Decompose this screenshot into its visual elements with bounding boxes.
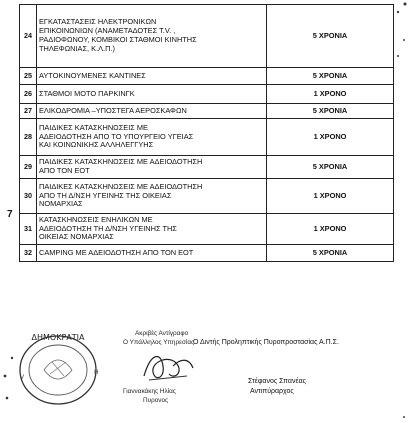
license-periods-table: [19, 4, 394, 262]
copy-stamp-name: Γιαννακάκης Ηλίας: [123, 388, 176, 395]
row-number: 32: [20, 245, 37, 262]
description-line: ΕΠΙΚΟΙΝΩΝΙΩΝ (ΑΝΑΜΕΤΑΔΟΤΕΣ Τ.V. ,: [39, 26, 176, 36]
row-number: 30: [20, 179, 37, 214]
facility-description: [37, 5, 267, 68]
description-line: ΣΤΑΘΜΟΙ ΜΟΤΟ ΠΑΡΚΙΝΓΚ: [39, 88, 135, 98]
validity-period: 5 ΧΡΟΝΙΑ: [267, 68, 394, 85]
description-line: ΠΑΙΔΙΚΕΣ ΚΑΤΑΣΚΗΝΩΣΕΙΣ ΜΕ ΑΔΕΙΟΔΟΤΗΣΗ: [39, 181, 203, 191]
description-line: ΝΟΜΑΡΧΙΑΣ: [39, 199, 83, 209]
facility-description: [37, 245, 267, 262]
description-line: ΕΓΚΑΤΑΣΤΑΣΕΙΣ ΗΛΕΚΤΡΟΝΙΚΩΝ: [39, 17, 157, 27]
description-line: ΡΑΔΙΟΦΩΝΟΥ, ΚΟΜΒΙΚΟΙ ΣΤΑΘΜΟΙ ΚΙΝΗΤΗΣ: [39, 35, 197, 44]
margin-mark: 7: [7, 209, 13, 220]
table-row: [20, 156, 394, 179]
description-line: ΤΗΛΕΦΩΝΙΑΣ, Κ.Λ.Π.): [39, 43, 115, 53]
row-number: 24: [20, 5, 37, 68]
description-line: ΚΑΙ ΚΟΙΝΩΝΙΚΗΣ ΑΛΛΗΛΕΓΓΥΗΣ: [39, 140, 154, 150]
validity-period: 5 ΧΡΟΝΙΑ: [267, 5, 394, 68]
copy-stamp-rank: Πυρονος: [143, 397, 169, 404]
description-line: ΕΛΙΚΟΔΡΟΜΙΑ –ΥΠΟΣΤΕΓΑ ΑΕΡΟΣΚΑΦΩΝ: [39, 105, 187, 115]
description-line: ΑΔΕΙΟΔΟΤΗΣΗ ΑΠΟ ΤΟ ΥΠΟΥΡΓΕΙΟ ΥΓΕΙΑΣ: [39, 131, 194, 141]
validity-period: 1 ΧΡΟΝΟ: [267, 214, 394, 245]
description-line: ΚΑΤΑΣΚΗΝΩΣΕΙΣ ΕΝΗΛΙΚΩΝ ΜΕ: [39, 214, 153, 224]
row-number: 25: [20, 68, 37, 85]
table-row: [20, 68, 394, 85]
facility-description: [37, 104, 267, 119]
handwritten-signature: [139, 346, 199, 386]
row-number: 28: [20, 119, 37, 156]
row-number: 31: [20, 214, 37, 245]
description-line: ΑΠΟ ΤΟΝ ΕΟΤ: [39, 166, 90, 175]
description-line: ΑΠΟ ΤΗ Δ/ΝΣΗ ΥΓΕΙΝΗΣ ΤΗΣ ΟΙΚΕΙΑΣ: [39, 190, 172, 200]
row-number: 27: [20, 104, 37, 119]
svg-text:H: H: [94, 369, 99, 376]
description-line: ΟΙΚΕΙΑΣ ΝΟΜΑΡΧΙΑΣ: [39, 232, 114, 242]
copy-stamp-line2: Ο Υπάλληλος Υπηρεσίας: [123, 339, 195, 346]
validity-period: 5 ΧΡΟΝΙΑ: [267, 156, 394, 179]
facility-description: [37, 214, 267, 245]
facility-description: [37, 156, 267, 179]
signer-name: Στέφανος Σπανέας: [248, 378, 306, 385]
signatory-title: Ο Διντής Προληπτικής Πυροπροστασίας Α.Π.Σ.: [193, 339, 339, 346]
facility-description: [37, 68, 267, 85]
description-line: ΑΔΕΙΟΔΟΤΗΣΗ ΤΗ Δ/ΝΣΗ ΥΓΕΙΝΗΣ ΤΗΣ: [39, 223, 177, 233]
table-row: [20, 214, 394, 245]
description-line: ΠΑΙΔΙΚΕΣ ΚΑΤΑΣΚΗΝΩΣΕΙΣ ΜΕ: [39, 122, 148, 132]
description-line: CAMPING ΜΕ ΑΔΕΙΟΔΟΤΗΣΗ ΑΠΟ ΤΟΝ ΕΟΤ: [39, 247, 194, 257]
official-seal: [14, 330, 106, 408]
description-line: ΑΥΤΟΚΙΝΟΥΜΕΝΕΣ ΚΑΝΤΙΝΕΣ: [39, 70, 146, 80]
table-row: [20, 179, 394, 214]
signer-rank: Αντιπύραρχος: [250, 388, 294, 395]
table-row: [20, 104, 394, 119]
validity-period: 1 ΧΡΟΝΟ: [267, 119, 394, 156]
signature-block: [123, 330, 339, 408]
table-row: [20, 5, 394, 68]
validity-period: 5 ΧΡΟΝΙΑ: [267, 104, 394, 119]
seal-text: ΔΗΜΟΚΡΑΤΙΑ: [31, 333, 85, 342]
row-number: 29: [20, 156, 37, 179]
description-line: ΠΑΙΔΙΚΕΣ ΚΑΤΑΣΚΗΝΩΣΕΙΣ ΜΕ ΑΔΕΙΟΔΟΤΗΣΗ: [39, 157, 203, 167]
facility-description: [37, 85, 267, 104]
copy-stamp-line1: Ακριβές Αντίγραφο: [135, 330, 189, 337]
validity-period: 1 ΧΡΟΝΟ: [267, 85, 394, 104]
table-body: [20, 5, 394, 262]
row-number: 26: [20, 85, 37, 104]
svg-text:V: V: [20, 374, 25, 381]
facility-description: [37, 179, 267, 214]
validity-period: 5 ΧΡΟΝΙΑ: [267, 245, 394, 262]
table-row: [20, 245, 394, 262]
validity-period: 1 ΧΡΟΝΟ: [267, 179, 394, 214]
facility-description: [37, 119, 267, 156]
table-row: [20, 85, 394, 104]
table-row: [20, 119, 394, 156]
